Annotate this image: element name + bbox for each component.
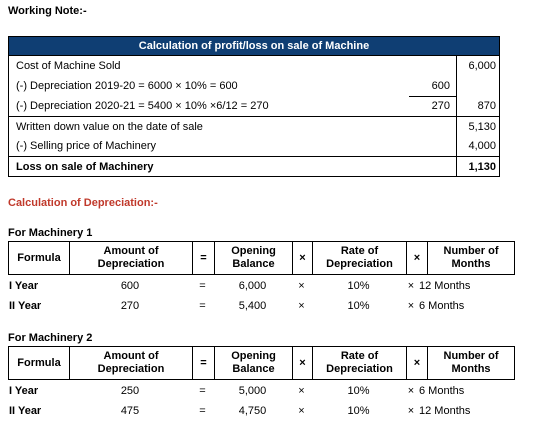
table-row: II Year 270 = 5,400 × 10% × 6 Months bbox=[9, 300, 465, 312]
table-header: Formula Amount of Depreciation = Opening Balance × Rate of Depreciation × Number of Months bbox=[8, 241, 515, 275]
table-row: Written down value on the date of sale 5,130 bbox=[16, 121, 496, 133]
machinery-2-title: For Machinery 2 bbox=[8, 332, 93, 344]
working-note-title: Working Note:- bbox=[8, 5, 87, 17]
depreciation-heading: Calculation of Depreciation:- bbox=[8, 197, 158, 209]
table-row: (-) Selling price of Machinery 4,000 bbox=[16, 140, 496, 152]
table-row: Cost of Machine Sold 6,000 bbox=[16, 60, 496, 72]
table-row: I Year 250 = 5,000 × 10% × 6 Months bbox=[9, 385, 465, 397]
table-row: II Year 475 = 4,750 × 10% × 12 Months bbox=[9, 405, 471, 417]
table-row: (-) Depreciation 2019-20 = 6000 × 10% = 600 600 bbox=[16, 80, 450, 92]
table-header: Formula Amount of Depreciation = Opening Balance × Rate of Depreciation × Number of Months bbox=[8, 346, 515, 380]
table-row: (-) Depreciation 2020-21 = 5400 × 10% ×6/12 = 270 270 870 bbox=[16, 100, 496, 112]
machinery-1-title: For Machinery 1 bbox=[8, 227, 93, 239]
profit-loss-table bbox=[8, 36, 500, 177]
table-row: I Year 600 = 6,000 × 10% × 12 Months bbox=[9, 280, 471, 292]
profit-loss-table-title: Calculation of profit/loss on sale of Machine bbox=[9, 37, 499, 56]
table-row-total: Loss on sale of Machinery 1,130 bbox=[16, 161, 496, 173]
